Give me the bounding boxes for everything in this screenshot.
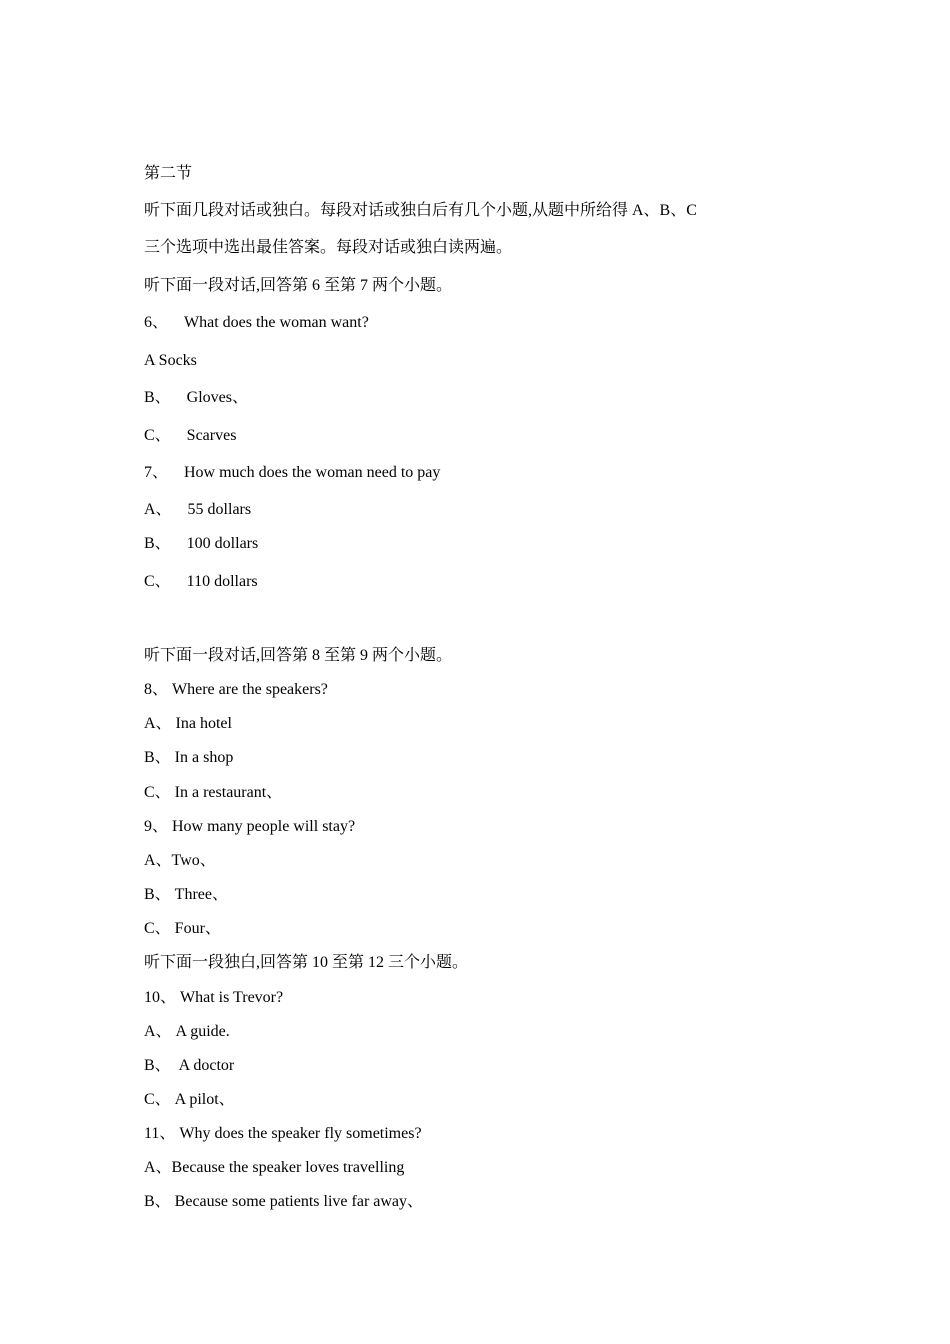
question-6-option-b: B、 Gloves、 [144, 389, 249, 406]
group-3-intro: 听下面一段独白,回答第 10 至第 12 三个小题。 [144, 954, 469, 971]
instructions-line-1: 听下面几段对话或独白。每段对话或独白后有几个小题,从题中所给得 A、B、C [144, 202, 697, 219]
question-9-option-a: A、Two、 [144, 852, 216, 869]
question-10-option-b: B、 A doctor [144, 1057, 235, 1074]
section-title: 第二节 [144, 165, 193, 182]
question-10-option-c: C、 A pilot、 [144, 1091, 235, 1108]
group-1-intro: 听下面一段对话,回答第 6 至第 7 两个小题。 [144, 277, 453, 294]
question-11-option-b: B、 Because some patients live far away、 [144, 1193, 424, 1210]
question-7-option-a: A、 55 dollars [144, 501, 252, 518]
question-9-option-b: B、 Three、 [144, 886, 228, 903]
group-2-intro: 听下面一段对话,回答第 8 至第 9 两个小题。 [144, 647, 453, 664]
question-8-option-b: B、 In a shop [144, 749, 234, 766]
question-11: 11、 Why does the speaker fly sometimes? [144, 1125, 422, 1142]
question-6-option-a: A Socks [144, 352, 197, 369]
question-6: 6、 What does the woman want? [144, 314, 369, 331]
question-8-option-c: C、 In a restaurant、 [144, 784, 283, 801]
question-8: 8、 Where are the speakers? [144, 681, 328, 698]
question-10: 10、 What is Trevor? [144, 989, 284, 1006]
question-10-option-a: A、 A guide. [144, 1023, 230, 1040]
question-7: 7、 How much does the woman need to pay [144, 464, 441, 481]
instructions-line-2: 三个选项中选出最佳答案。每段对话或独白读两遍。 [144, 239, 513, 256]
question-9-option-c: C、 Four、 [144, 920, 221, 937]
question-8-option-a: A、 Ina hotel [144, 715, 232, 732]
question-7-option-c: C、 110 dollars [144, 573, 258, 590]
question-7-option-b: B、 100 dollars [144, 535, 259, 552]
question-9: 9、 How many people will stay? [144, 818, 356, 835]
question-11-option-a: A、Because the speaker loves travelling [144, 1159, 405, 1176]
question-6-option-c: C、 Scarves [144, 427, 237, 444]
